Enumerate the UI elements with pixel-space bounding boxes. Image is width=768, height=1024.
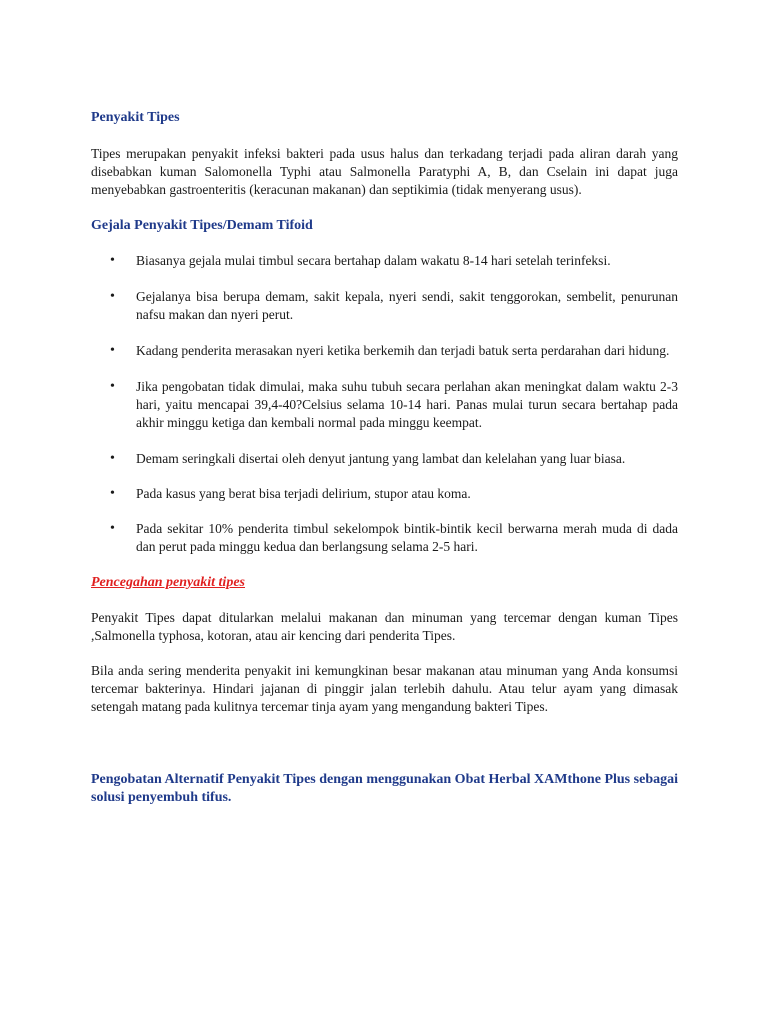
bullet-icon: • bbox=[110, 486, 115, 501]
bullet-icon: • bbox=[110, 379, 115, 394]
list-item-text: Pada sekitar 10% penderita timbul sekelompok bintik-bintik kecil berwarna merah muda di dada dan perut pada minggu kedua dan berlangsung selama 2-5 hari. bbox=[136, 521, 678, 554]
symptoms-list bbox=[91, 252, 678, 556]
list-item-text: Kadang penderita merasakan nyeri ketika berkemih dan terjadi batuk serta perdarahan dari hidung. bbox=[136, 343, 670, 358]
list-item-text: Gejalanya bisa berupa demam, sakit kepala, nyeri sendi, sakit tenggorokan, sembelit, penurunan nafsu makan dan nyeri perut. bbox=[136, 289, 678, 322]
list-item bbox=[91, 288, 678, 324]
bullet-icon: • bbox=[110, 253, 115, 268]
prevention-heading: Pencegahan penyakit tipes bbox=[91, 575, 245, 590]
treatment-heading: Pengobatan Alternatif Penyakit Tipes dengan menggunakan Obat Herbal XAMthone Plus sebagai solusi penyembuh tifus. bbox=[91, 772, 678, 805]
list-item-text: Jika pengobatan tidak dimulai, maka suhu tubuh secara perlahan akan meningkat dalam waktu 2-3 hari, yaitu mencapai 39,4-40?Celsius selama 10-14 hari. Panas mulai turun secara bertahap pada akhir minggu ketiga dan kembali normal pada minggu keempat. bbox=[136, 379, 678, 430]
symptoms-heading: Gejala Penyakit Tipes/Demam Tifoid bbox=[91, 218, 313, 233]
list-item bbox=[91, 378, 678, 432]
list-item bbox=[91, 485, 678, 503]
title-heading: Penyakit Tipes bbox=[91, 110, 180, 125]
bullet-icon: • bbox=[110, 289, 115, 304]
list-item bbox=[91, 252, 678, 270]
bullet-icon: • bbox=[110, 451, 115, 466]
bullet-icon: • bbox=[110, 343, 115, 358]
list-item-text: Biasanya gejala mulai timbul secara bertahap dalam wakatu 8-14 hari setelah terinfeksi. bbox=[136, 253, 611, 268]
prevention-paragraph-1: Penyakit Tipes dapat ditularkan melalui makanan dan minuman yang tercemar dengan kuman Tipes ,Salmonella typhosa, kotoran, atau air kencing dari penderita Tipes. bbox=[91, 610, 678, 643]
document-content bbox=[91, 109, 678, 807]
list-item bbox=[91, 342, 678, 360]
intro-paragraph: Tipes merupakan penyakit infeksi bakteri pada usus halus dan terkadang terjadi pada aliran darah yang disebabkan kuman Salomonella Typhi atau Salmonella Paratyphi A, B, dan Cselain ini dapat juga menyebabkan gastroenteritis (keracunan makanan) dan septikimia (tidak menyerang usus). bbox=[91, 146, 678, 197]
list-item bbox=[91, 520, 678, 556]
bullet-icon: • bbox=[110, 521, 115, 536]
list-item-text: Pada kasus yang berat bisa terjadi delirium, stupor atau koma. bbox=[136, 486, 471, 501]
list-item bbox=[91, 450, 678, 468]
list-item-text: Demam seringkali disertai oleh denyut jantung yang lambat dan kelelahan yang luar biasa. bbox=[136, 451, 626, 466]
prevention-paragraph-2: Bila anda sering menderita penyakit ini kemungkinan besar makanan atau minuman yang Anda konsumsi tercemar bakterinya. Hindari jajanan di pinggir jalan terlebih dahulu. Atau telur ayam yang dimasak setengah matang pada kulitnya tercemar tinja ayam yang mengandung bakteri Tipes. bbox=[91, 663, 678, 714]
